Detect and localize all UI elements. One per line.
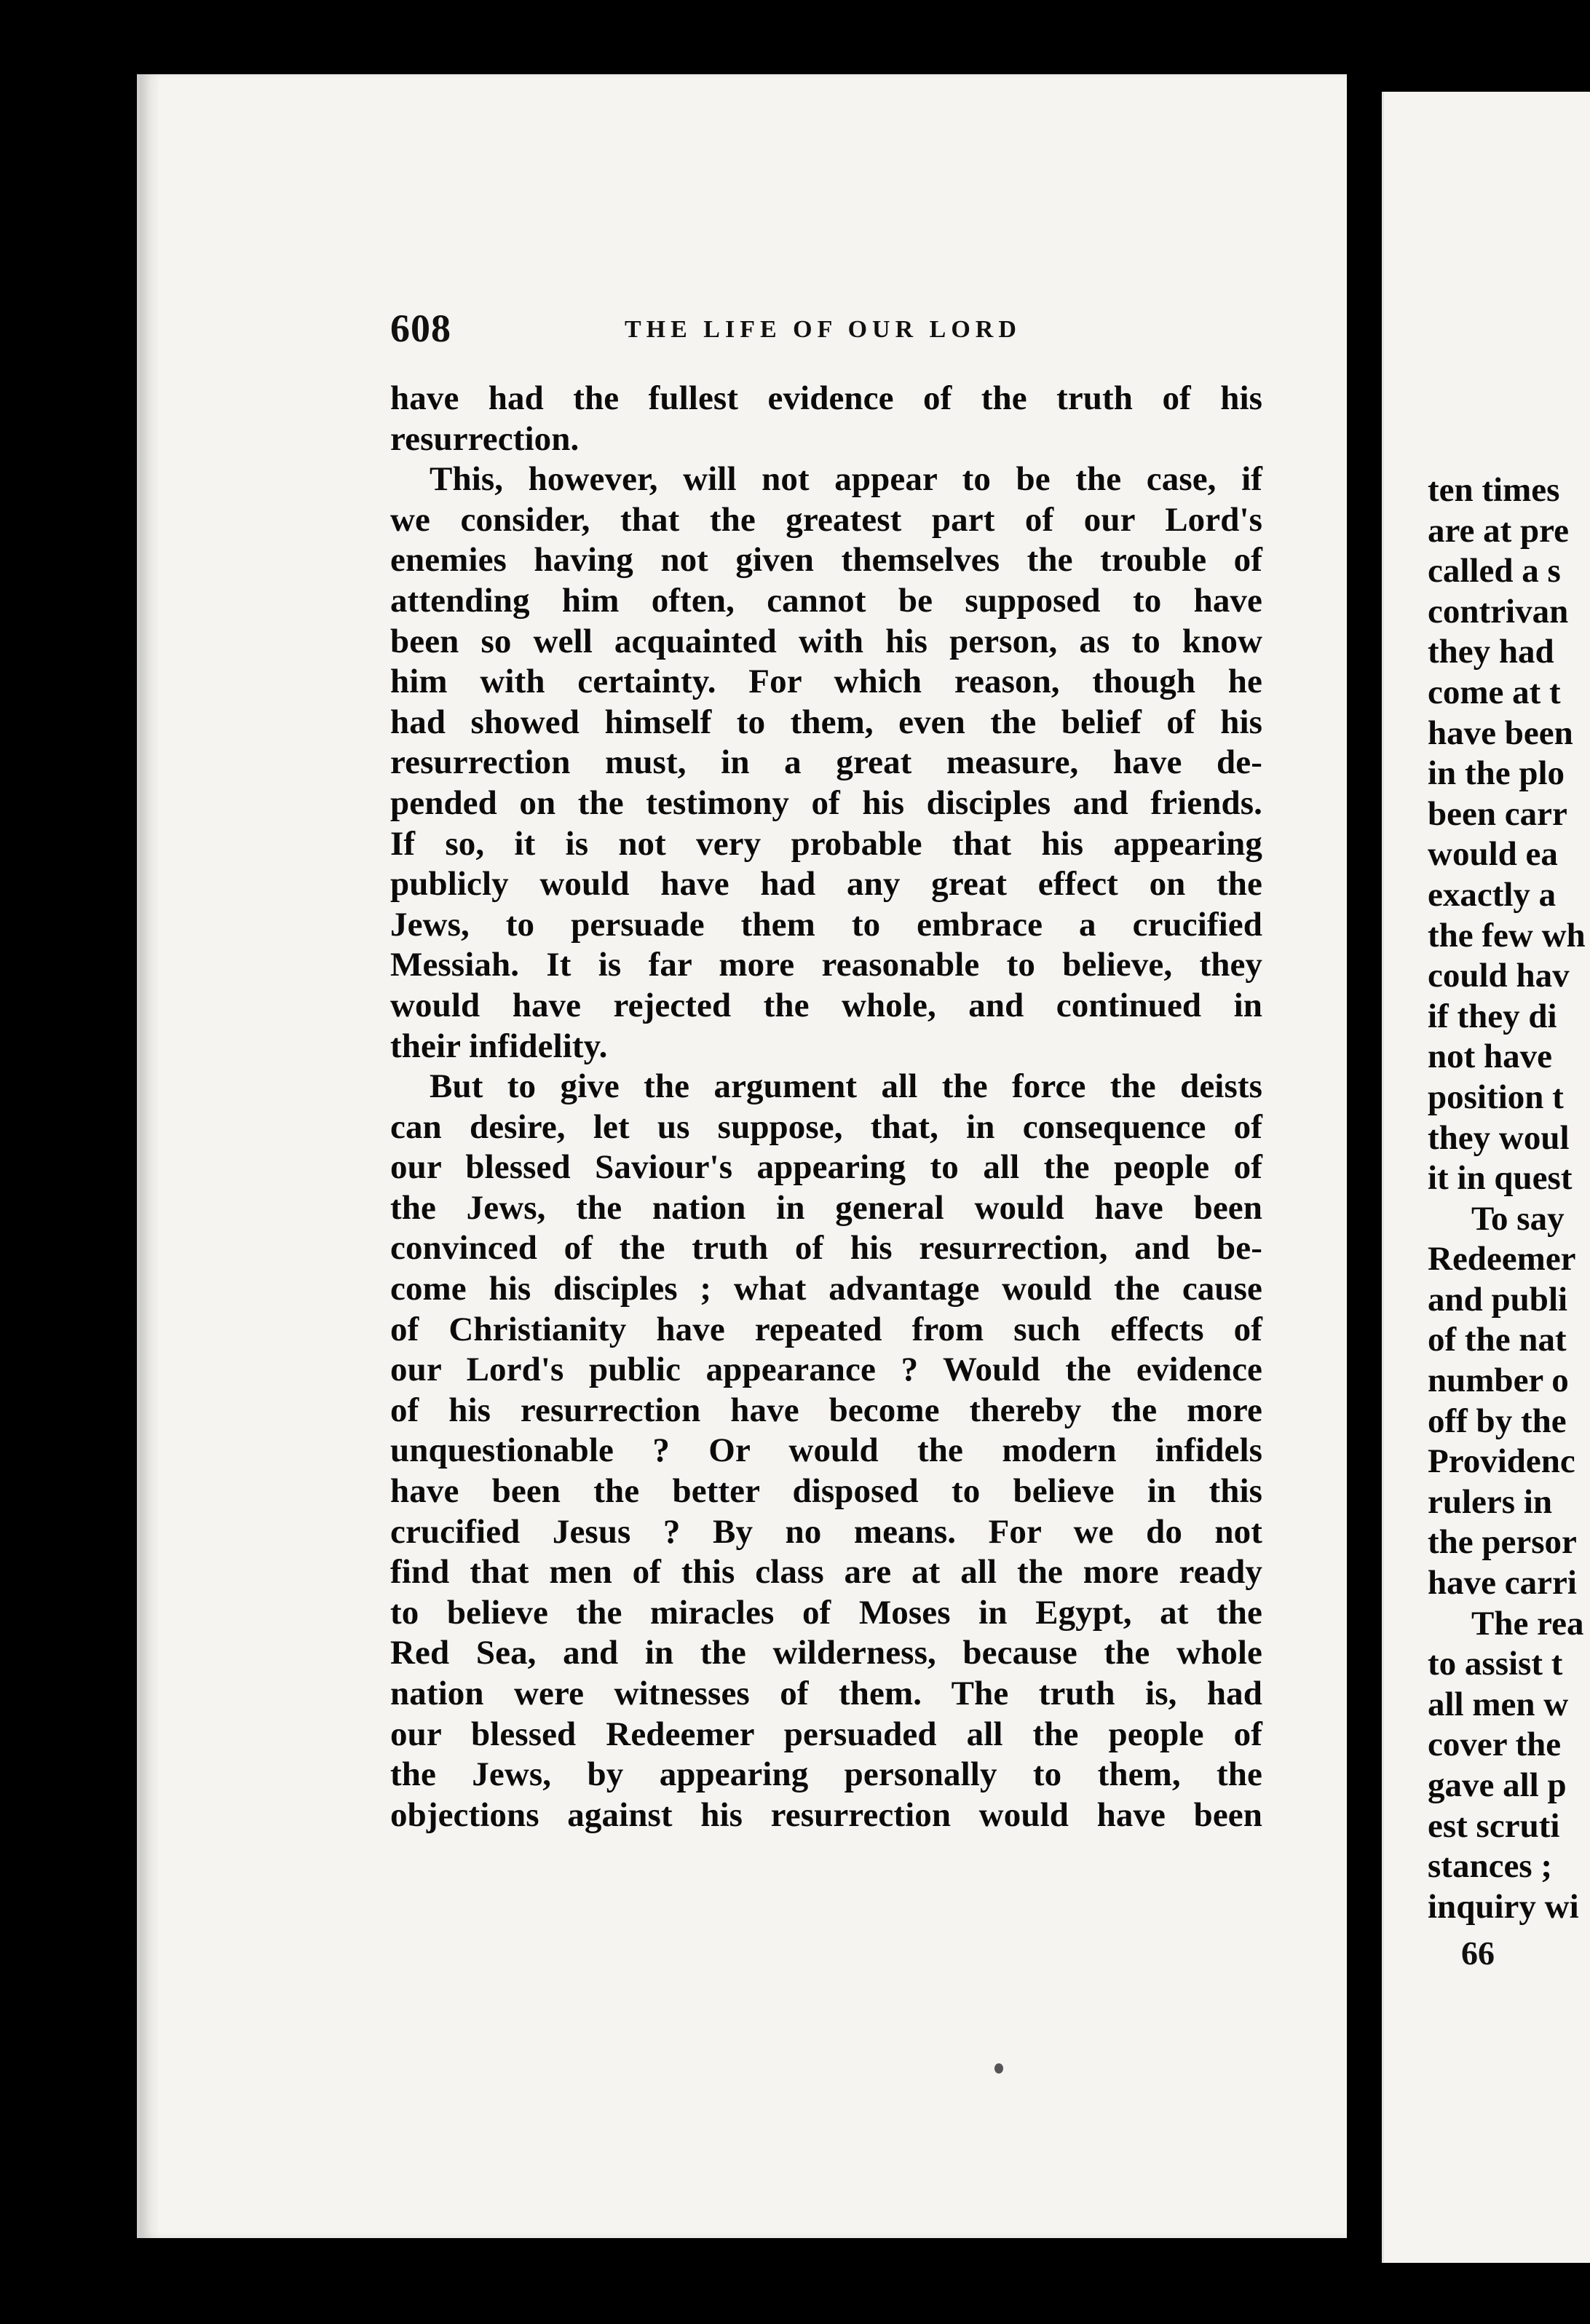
text-line: convinced of the truth of his resurrection, and be- bbox=[390, 1229, 1262, 1268]
text-line: would have rejected the whole, and continued in bbox=[390, 986, 1262, 1024]
text-line: of Christianity have repeated from such effects of bbox=[390, 1310, 1262, 1348]
text-line: him with certainty. For which reason, though he bbox=[390, 663, 1262, 701]
text-line: we consider, that the greatest part of our Lord's bbox=[390, 500, 1262, 539]
running-head bbox=[390, 306, 1264, 364]
text-line: our blessed Redeemer persuaded all the people of bbox=[390, 1715, 1262, 1753]
text-line: off by the bbox=[1428, 1402, 1567, 1440]
text-line: they had bbox=[1428, 633, 1554, 671]
text-line: of the nat bbox=[1428, 1321, 1567, 1359]
text-line: inquiry wi bbox=[1428, 1887, 1579, 1926]
text-line: exactly a bbox=[1428, 875, 1557, 914]
text-line: if they di bbox=[1428, 997, 1557, 1035]
text-line: come at t bbox=[1428, 673, 1561, 711]
page-number: 608 bbox=[390, 307, 451, 350]
text-line: have carri bbox=[1428, 1564, 1577, 1602]
text-line: find that men of this class are at all the more ready bbox=[390, 1553, 1262, 1592]
text-line: their infidelity. bbox=[390, 1027, 608, 1065]
text-line: contrivan bbox=[1428, 592, 1569, 631]
text-line: attending him often, cannot be supposed to have bbox=[390, 581, 1262, 620]
text-line: our Lord's public appearance ? Would the evidence bbox=[390, 1351, 1262, 1389]
text-line: This, however, will not appear to be the case, if bbox=[430, 460, 1262, 499]
text-line: been carr bbox=[1428, 794, 1567, 833]
text-line: If so, it is not very probable that his appearing bbox=[390, 824, 1262, 863]
text-line: are at pre bbox=[1428, 511, 1570, 550]
text-line: to assist t bbox=[1428, 1645, 1563, 1683]
running-head-title: THE LIFE OF OUR LORD bbox=[625, 316, 1021, 343]
text-line: our blessed Saviour's appearing to all the people of bbox=[390, 1148, 1262, 1187]
text-line: it in quest bbox=[1428, 1159, 1573, 1198]
text-line: The rea bbox=[1471, 1604, 1584, 1643]
signature-mark: 66 bbox=[1461, 1934, 1495, 1972]
text-line: Providenc bbox=[1428, 1442, 1575, 1481]
text-line: and publi bbox=[1428, 1280, 1568, 1319]
text-line: ten times bbox=[1428, 471, 1560, 509]
text-line: had showed himself to them, even the belief of his bbox=[390, 703, 1262, 741]
text-line: cover the bbox=[1428, 1726, 1562, 1764]
text-line: crucified Jesus ? By no means. For we do not bbox=[390, 1512, 1262, 1551]
text-line: come his disciples ; what advantage would the cause bbox=[390, 1270, 1262, 1308]
text-line: the persor bbox=[1428, 1523, 1577, 1562]
text-line: nation were witnesses of them. The truth is, had bbox=[390, 1675, 1262, 1712]
text-line: have been the better disposed to believe in this bbox=[390, 1472, 1262, 1511]
text-line: est scruti bbox=[1428, 1806, 1560, 1845]
text-line: to believe the miracles of Moses in Egypt, at the bbox=[390, 1593, 1262, 1632]
text-line: they woul bbox=[1428, 1118, 1570, 1157]
text-line: of his resurrection have become thereby the more bbox=[390, 1391, 1262, 1429]
text-line: number o bbox=[1428, 1361, 1569, 1400]
text-line: the Jews, the nation in general would have been bbox=[390, 1188, 1262, 1227]
text-line: objections against his resurrection would have been bbox=[390, 1795, 1262, 1834]
text-line: resurrection must, in a great measure, have de- bbox=[390, 743, 1262, 782]
text-line: been so well acquainted with his person, as to know bbox=[390, 622, 1262, 660]
text-line: enemies having not given themselves the trouble of bbox=[390, 541, 1262, 580]
text-line: not have bbox=[1428, 1038, 1553, 1076]
text-line: resurrection. bbox=[390, 419, 580, 458]
text-line: would ea bbox=[1428, 835, 1558, 874]
paper-speck bbox=[994, 2063, 1003, 2074]
text-line: can desire, let us suppose, that, in consequence of bbox=[390, 1107, 1262, 1146]
text-line: stances ; bbox=[1428, 1847, 1552, 1886]
text-line: unquestionable ? Or would the modern infidels bbox=[390, 1431, 1262, 1470]
text-line: publicly would have had any great effect on the bbox=[390, 865, 1262, 904]
text-line: in the plo bbox=[1428, 754, 1565, 793]
text-line: But to give the argument all the force the deists bbox=[430, 1067, 1262, 1106]
text-line: the few wh bbox=[1428, 916, 1586, 954]
text-line: Redeemer bbox=[1428, 1240, 1576, 1278]
right-page bbox=[1382, 92, 1590, 2263]
text-line: pended on the testimony of his disciples and friends. bbox=[390, 783, 1262, 822]
text-line: the Jews, by appearing personally to them, the bbox=[390, 1755, 1262, 1794]
text-line: Jews, to persuade them to embrace a crucified bbox=[390, 905, 1262, 944]
text-line: called a s bbox=[1428, 552, 1561, 590]
text-line: Messiah. It is far more reasonable to believe, they bbox=[390, 946, 1262, 984]
text-line: rulers in bbox=[1428, 1482, 1553, 1521]
text-line: position t bbox=[1428, 1078, 1564, 1116]
text-line: To say bbox=[1471, 1199, 1565, 1238]
text-line: have had the fullest evidence of the truth of his bbox=[390, 379, 1262, 417]
text-line: all men w bbox=[1428, 1685, 1569, 1723]
left-page-text bbox=[390, 379, 1262, 1835]
text-line: have been bbox=[1428, 714, 1573, 752]
text-line: could hav bbox=[1428, 957, 1570, 995]
text-line: gave all p bbox=[1428, 1766, 1567, 1804]
text-line: Red Sea, and in the wilderness, because the whole bbox=[390, 1634, 1262, 1672]
right-page-text bbox=[1428, 470, 1590, 1927]
